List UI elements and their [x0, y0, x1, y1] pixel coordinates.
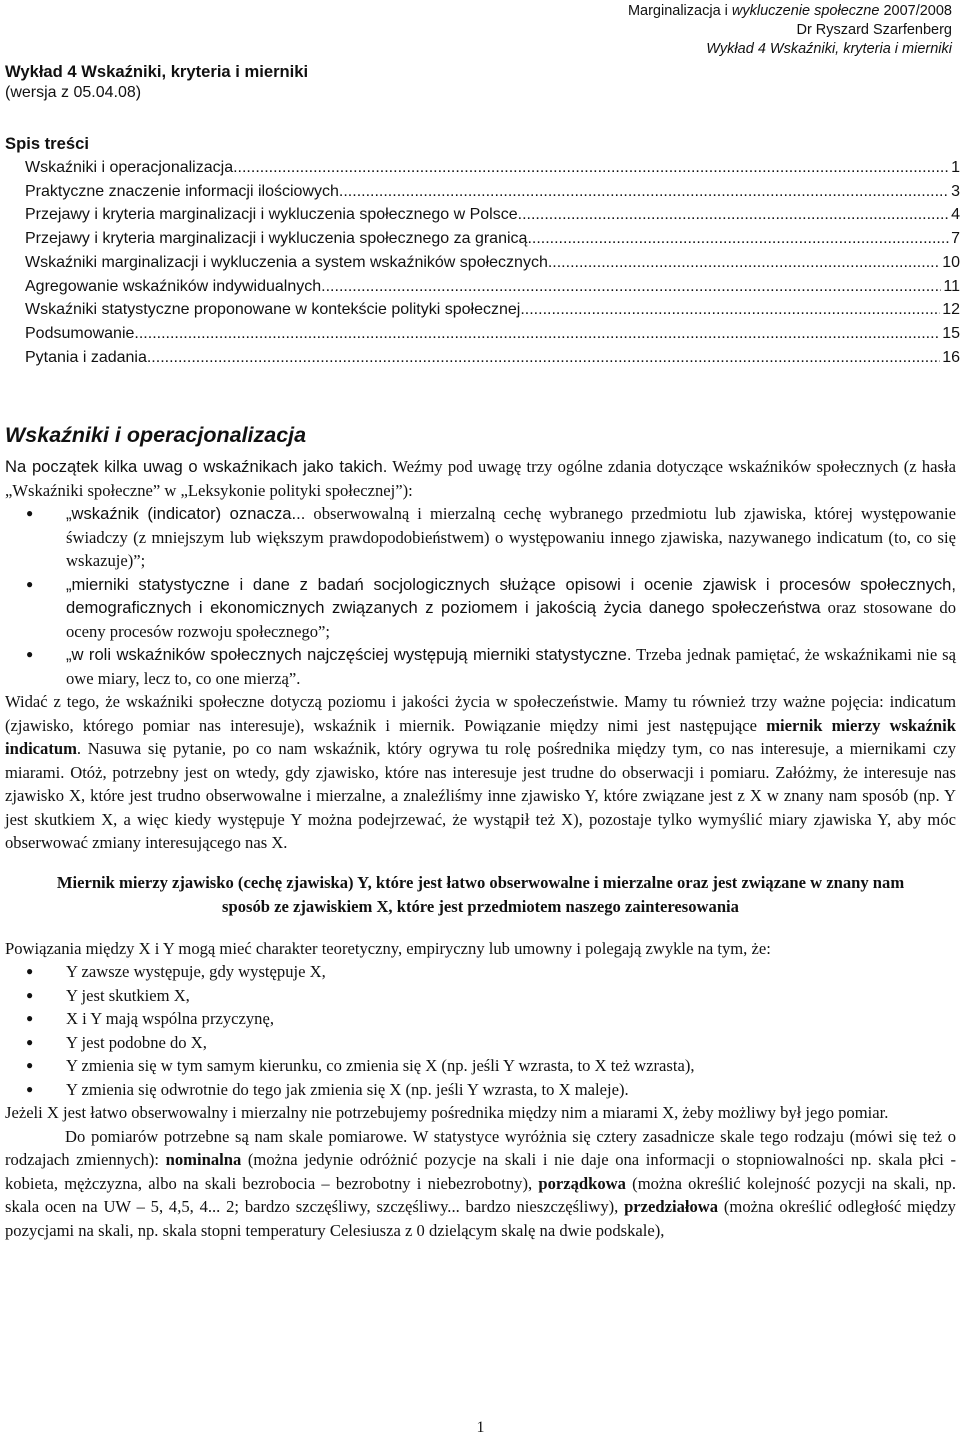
p5-a: Do pomiarów potrzebne są nam skale pomiarowe. W statystyce wyróżnia się cztery zasadnicze skale tego rodzaju (mówi się też o rodzajach zmiennych): — [5, 1126, 956, 1169]
toc-entry-title: Podsumowanie — [25, 324, 135, 342]
toc-entry-title: Wskaźniki marginalizacji i wykluczenia a system wskaźników społecznych — [25, 253, 548, 271]
toc-heading: Spis treści — [5, 134, 89, 153]
toc-entry-page: 15 — [942, 324, 960, 342]
header-author: Dr Ryszard Szarfenberg — [796, 22, 952, 38]
header-course-prefix: Marginalizacja i — [627, 3, 732, 19]
section-heading: Wskaźniki i operacjonalizacja — [5, 423, 307, 447]
scale-nominal: nominalna — [165, 1150, 242, 1169]
definition-box: Miernik mierzy zjawisko (cechę zjawiska) Y, które jest łatwo obserwowalne i mierzalne oraz jest związane w znany nam sposób ze zjawiskiem X, które jest przedmiotem naszego zainteresowania — [56, 872, 905, 916]
toc-leader-dots — [527, 227, 949, 251]
relation-item: ● Y zmienia się odwrotnie do tego jak zmienia się X (np. jeśli Y wzrasta, to X maleje). — [5, 1078, 956, 1102]
quote-item-rest: oraz stosowane do oceny procesów rozwoju społecznego”; — [66, 598, 956, 641]
body-text — [5, 455, 956, 1242]
paragraph-3: Powiązania między X i Y mogą mieć charakter teoretyczny, empiryczny lub umowny i polegają zwykle na tym, że: — [5, 938, 771, 958]
relation-list — [5, 960, 956, 1101]
key-relation-bold: miernik mierzy wskaźnik indicatum — [5, 715, 956, 758]
header-course-year: 2007/2008 — [879, 3, 952, 19]
quote-item — [5, 502, 956, 573]
quote-item-lead: „wskaźnik (indicator) oznacza... — [66, 504, 306, 523]
intro-sentence-2: Weźmy pod uwagę trzy ogólne zdania dotyczące wskaźników społecznych (z hasła „Wskaźniki społeczne” w „Leksykonie polityki społecznej”): — [5, 457, 956, 500]
header-course — [628, 2, 952, 21]
toc-entry-page: 11 — [943, 277, 960, 295]
relation-item: ● X i Y mają wspólna przyczynę, — [5, 1007, 956, 1031]
toc-entry-title: Przejawy i kryteria marginalizacji i wykluczenia społecznego w Polsce — [25, 206, 518, 224]
toc-leader-dots — [134, 322, 940, 346]
scale-ordinal: porządkowa — [538, 1173, 626, 1193]
quote-list — [5, 502, 956, 690]
toc-leader-dots — [233, 156, 949, 180]
toc-leader-dots — [321, 275, 941, 299]
toc-entry-page: 4 — [951, 206, 960, 224]
paragraph-2 — [5, 690, 956, 855]
toc-entry-page: 16 — [942, 348, 960, 366]
quote-item-rest: obserwowalną i mierzalną cechę wybranego przedmiotu lub zjawiska, której występowanie świadczy (z mniejszym lub większym prawdopodobieństwem) o występowaniu innego zjawiska, nazywanego indicatum (to, co się wskazuje)”; — [66, 504, 956, 570]
toc-entry-title: Praktyczne znaczenie informacji ilościowych — [25, 182, 339, 200]
page-number: 1 — [476, 1419, 485, 1436]
toc-entry[interactable] — [25, 298, 960, 322]
relation-item: ● Y jest podobne do X, — [5, 1031, 956, 1055]
toc-entry[interactable] — [25, 322, 960, 346]
quote-item — [5, 643, 956, 690]
toc-entry-title: Agregowanie wskaźników indywidualnych — [25, 277, 322, 295]
quote-item-lead: „w roli wskaźników społecznych najczęściej występują mierniki statystyczne. — [66, 645, 632, 664]
toc-entry-page: 3 — [951, 182, 960, 200]
p5-d: (można określić kolejność pozycji na skali, np. skala ocen na UW – 5, 4,5, 4... 2; bardzo szczęśliwy, szczęśliwy... bardzo nieszczęśliwy), — [5, 1173, 957, 1216]
intro-paragraph — [5, 455, 956, 502]
toc-entry[interactable] — [25, 346, 960, 370]
p5-c: (można jedynie odróżnić pozycje na skali i nie daje ona informacji o stopniowalności np. skala płci - kobieta, mężczyzna, albo na skali bezrobocia – bezrobotny i niebezrobotny), — [5, 1150, 956, 1193]
toc-entry[interactable] — [25, 227, 960, 251]
quote-item-rest: Trzeba jednak pamiętać, że wskaźnikami nie są owe miary, lecz to, co one mierzą”. — [66, 645, 956, 688]
toc-leader-dots — [548, 251, 940, 275]
toc-entry[interactable] — [25, 203, 960, 227]
toc-entry-page: 7 — [951, 230, 960, 248]
table-of-contents — [25, 156, 960, 369]
toc-leader-dots — [518, 203, 949, 227]
relation-item: ● Y jest skutkiem X, — [5, 984, 956, 1008]
running-header — [628, 2, 952, 59]
paragraph-2-part-b: . Nasuwa się pytanie, po co nam wskaźnik, który ogrywa tu rolę pośrednika między tym, co nas interesuje, a miernikami czy miarami. Otóż, potrzebny jest on wtedy, gdy zjawisko, które nas interesuje jest trudne do obserwacji i pomiaru. Załóżmy, że interesuje nas zjawisko X, które jest trudno obserwowalne i mierzalne, a znaleźliśmy inne zjawisko Y, które związane jest z X w znany nam sposób (np. Y jest skutkiem X, a więc kiedy występuje Y można podejrzewać, że wystąpił też X), pozostaje tylko wymyślić miary zjawiska Y, aby móc obserwować zmiany interesującego nas X. — [5, 739, 956, 852]
paragraph-5 — [5, 1125, 956, 1243]
toc-leader-dots — [147, 346, 940, 370]
toc-entry-page: 12 — [942, 301, 960, 319]
toc-entry-page: 10 — [942, 253, 960, 271]
document-version: (wersja z 05.04.08) — [5, 84, 142, 101]
p5-e: (można określić odległość między pozycjami na skali, np. skala stopni temperatury Celesiusza z 0 dzielącym skalę na dwie podskale), — [5, 1197, 956, 1240]
toc-entry[interactable] — [25, 275, 960, 299]
toc-entry-title: Wskaźniki statystyczne proponowane w kontekście polityki społecznej — [25, 301, 521, 319]
toc-entry[interactable] — [25, 180, 960, 204]
paragraph-4: Jeżeli X jest łatwo obserwowalny i mierzalny nie potrzebujemy pośrednika między nim a miarami X, żeby możliwy był jego pomiar. — [5, 1103, 889, 1122]
toc-entry-page: 1 — [951, 159, 960, 176]
toc-entry[interactable] — [25, 156, 960, 180]
intro-sentence-1: Na początek kilka uwag o wskaźnikach jako takich. — [5, 457, 388, 476]
toc-entry-title: Przejawy i kryteria marginalizacji i wykluczenia społecznego za granicą — [25, 230, 528, 248]
toc-leader-dots — [339, 180, 949, 204]
relation-item: ● Y zawsze występuje, gdy występuje X, — [5, 960, 956, 984]
header-course-italic: wykluczenie społeczne — [731, 3, 880, 19]
quote-item-lead: „mierniki statystyczne i dane z badań socjologicznych służące opisowi i ocenie zjawisk i procesów społecznych, demograficznych i ekonomicznych związanych z poziomem i jakością życia danego społeczeństwa — [66, 574, 956, 617]
quote-item — [5, 573, 956, 644]
header-lecture: Wykład 4 Wskaźniki, kryteria i mierniki — [706, 41, 952, 57]
document-title: Wykład 4 Wskaźniki, kryteria i mierniki — [5, 62, 309, 81]
toc-entry-title: Pytania i zadania — [25, 348, 147, 366]
toc-leader-dots — [520, 298, 940, 322]
relation-item: ● Y zmienia się w tym samym kierunku, co zmienia się X (np. jeśli Y wzrasta, to X też wzrasta), — [5, 1054, 956, 1078]
toc-entry[interactable] — [25, 251, 960, 275]
toc-entry-title: Wskaźniki i operacjonalizacja — [25, 159, 234, 176]
scale-interval: przedziałowa — [624, 1197, 719, 1216]
paragraph-2-part-a: Widać z tego, że wskaźniki społeczne dotyczą poziomu i jakości życia w społeczeństwie. Mamy tu również trzy ważne pojęcia: indicatum (zjawisko, którego pomiar nas interesuje), wskaźnik i miernik. Powiązanie między nimi jest następujące — [5, 692, 956, 735]
